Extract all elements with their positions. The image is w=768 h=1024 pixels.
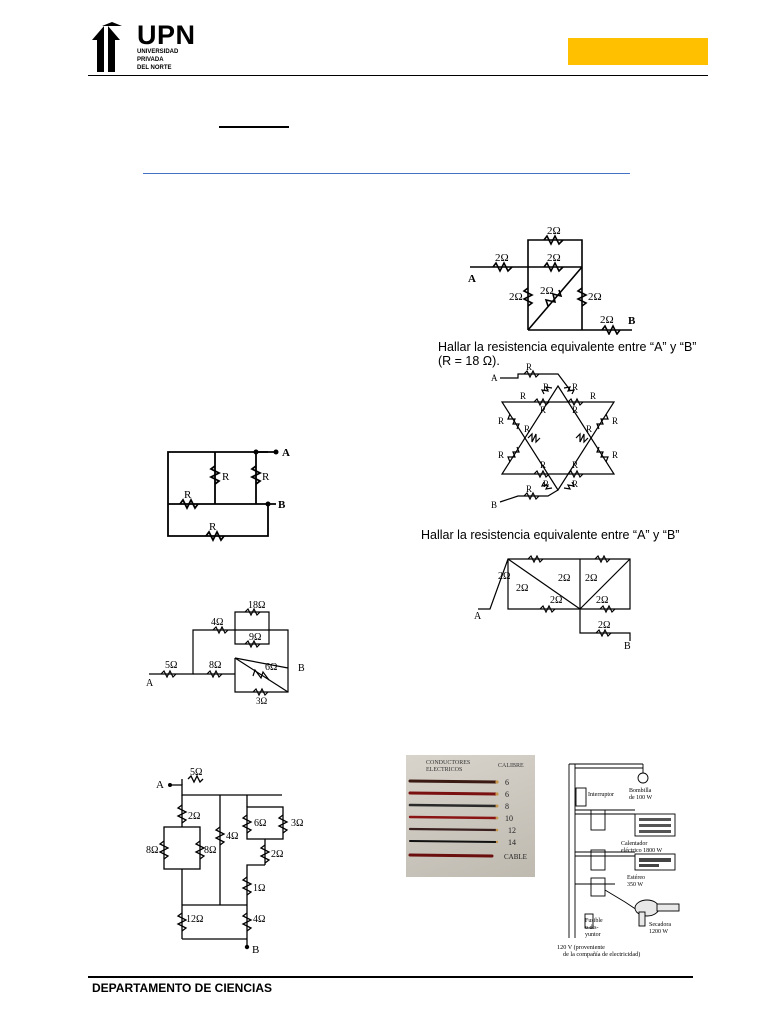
- star-r-8: R: [498, 416, 505, 426]
- label-fusible-3: yuntor: [585, 932, 601, 938]
- gauge-label-1: 6: [505, 778, 509, 787]
- star-r-12: R: [498, 450, 505, 460]
- cl3-node-a: A: [156, 779, 164, 791]
- cl1-node-a: A: [282, 447, 290, 459]
- c2-r-1: 2Ω: [498, 571, 511, 582]
- heater-icon: [639, 818, 671, 833]
- gauge-label-5: 12: [508, 826, 516, 835]
- cl3-r-1: 1Ω: [253, 883, 266, 894]
- star-node-a: A: [491, 373, 498, 383]
- c1-r-out: 2Ω: [600, 314, 614, 326]
- gauge-label-4: 10: [505, 814, 513, 823]
- problem-3-statement: Hallar la resistencia equivalente entre “A” y “B”: [421, 528, 680, 542]
- star-r-16: R: [543, 479, 550, 489]
- c1-r-top: 2Ω: [547, 225, 561, 237]
- cl2-r-8: 8Ω: [209, 660, 222, 671]
- circuit-star: [488, 362, 628, 514]
- label-fuente-1: 120 V (proveniente: [557, 944, 605, 951]
- cl2-r-3: 3Ω: [256, 696, 268, 706]
- cl3-r-2b: 2Ω: [271, 849, 284, 860]
- c1-node-b: B: [628, 315, 636, 327]
- star-r-15: R: [572, 460, 579, 470]
- star-r-17: R: [572, 479, 579, 489]
- gauge-label-7: CABLE: [504, 853, 527, 861]
- cl3-r-8b: 8Ω: [204, 845, 217, 856]
- wire-gauge-photo: [406, 755, 535, 877]
- cl1-node-b: B: [278, 499, 286, 511]
- label-fusible-2: o dis-: [585, 925, 599, 931]
- c1-r-mid: 2Ω: [547, 252, 561, 264]
- accent-block: [568, 38, 708, 65]
- c1-node-a: A: [468, 273, 476, 285]
- photo-calibre: CALIBRE: [498, 763, 524, 769]
- c2-node-a: A: [474, 611, 482, 622]
- house-wiring-diagram: [555, 752, 690, 960]
- cl2-r-18: 18Ω: [248, 600, 266, 611]
- star-r-2: R: [543, 382, 550, 392]
- gauge-label-3: 8: [505, 802, 509, 811]
- title-underline: [219, 126, 289, 128]
- star-r-18: R: [526, 484, 533, 494]
- light-bulb-icon: [638, 773, 648, 783]
- cl2-r-6: 6Ω: [265, 662, 278, 673]
- cl2-r-5: 5Ω: [165, 660, 178, 671]
- c1-r-vleft: 2Ω: [509, 291, 523, 303]
- star-r-5: R: [590, 391, 597, 401]
- header-rule: [88, 75, 708, 76]
- blue-rule: [143, 173, 630, 174]
- upn-logo-mark-icon: [88, 22, 136, 74]
- problem-2-statement: Hallar la resistencia equivalente entre “A” y “B” (R = 18 Ω).: [438, 340, 697, 368]
- c1-r-diag: 2Ω: [540, 285, 554, 297]
- circuit-left-2: [143, 598, 323, 708]
- circuit-left-3: [142, 765, 317, 955]
- cl2-node-b: B: [298, 663, 305, 674]
- logo-line-1: UNIVERSIDAD: [137, 49, 179, 55]
- label-fusible-1: Fusible: [585, 918, 603, 924]
- cl3-r-5: 5Ω: [190, 767, 203, 778]
- cl3-r-3: 3Ω: [291, 818, 304, 829]
- circuit-problem-3: [470, 555, 645, 655]
- cl2-node-a: A: [146, 678, 154, 689]
- photo-title-2: ELECTRICOS: [426, 767, 463, 773]
- cl3-r-4b: 4Ω: [253, 914, 266, 925]
- logo-line-3: DEL NORTE: [137, 65, 172, 71]
- c1-r-vright: 2Ω: [588, 291, 602, 303]
- star-r-10: R: [524, 424, 531, 434]
- c2-r-6: 2Ω: [596, 595, 609, 606]
- star-r-9: R: [612, 416, 619, 426]
- header: [0, 0, 768, 80]
- label-estereo-1: Estéreo: [627, 875, 645, 881]
- cl3-r-2a: 2Ω: [188, 811, 201, 822]
- photo-title-1: CONDUCTORES: [426, 760, 471, 766]
- gauge-label-2: 6: [505, 790, 509, 799]
- label-calentador-1: Calentador: [621, 841, 648, 847]
- c2-node-b: B: [624, 641, 631, 652]
- label-interruptor: Interruptor: [588, 792, 614, 798]
- cl3-r-12: 12Ω: [186, 914, 204, 925]
- cl3-r-4a: 4Ω: [226, 831, 239, 842]
- star-r-13: R: [612, 450, 619, 460]
- label-bombilla-2: de 100 W: [629, 795, 653, 801]
- label-fuente-2: de la compañía de electricidad): [563, 951, 641, 958]
- stereo-icon: [639, 858, 671, 867]
- c1-r-left: 2Ω: [495, 252, 509, 264]
- label-secadora-1: Secadora: [649, 922, 671, 928]
- star-r-4: R: [520, 391, 527, 401]
- cl2-r-4: 4Ω: [211, 617, 224, 628]
- cl1-r-1: R: [222, 471, 230, 483]
- footer-rule: [88, 976, 693, 978]
- logo-line-2: PRIVADA: [137, 57, 164, 63]
- cl3-r-8a: 8Ω: [146, 845, 159, 856]
- c2-r-2: 2Ω: [516, 583, 529, 594]
- star-r-11: R: [586, 424, 593, 434]
- label-estereo-2: 350 W: [627, 882, 644, 888]
- label-secadora-2: 1200 W: [649, 929, 669, 935]
- c2-r-4: 2Ω: [585, 573, 598, 584]
- cl1-r-3: R: [184, 489, 192, 501]
- star-r-7: R: [572, 405, 579, 415]
- star-r-3: R: [572, 382, 579, 392]
- star-r-1: R: [526, 362, 533, 372]
- label-bombilla-1: Bombilla: [629, 788, 652, 794]
- c2-r-7: 2Ω: [598, 620, 611, 631]
- c2-r-5: 2Ω: [550, 595, 563, 606]
- cl3-node-b: B: [252, 944, 260, 955]
- cl2-r-9: 9Ω: [249, 632, 262, 643]
- cl1-r-2: R: [262, 471, 270, 483]
- label-calentador-2: eléctrico 1800 W: [621, 848, 663, 854]
- star-r-6: R: [540, 405, 547, 415]
- circuit-left-1: [160, 442, 295, 542]
- cl3-r-6: 6Ω: [254, 818, 267, 829]
- gauge-label-6: 14: [508, 838, 516, 847]
- cl1-r-4: R: [209, 521, 217, 533]
- logo-wordmark: UPN: [137, 20, 196, 50]
- circuit-problem-1: [460, 220, 650, 335]
- star-node-b: B: [491, 500, 498, 510]
- c2-r-3: 2Ω: [558, 573, 571, 584]
- footer-department: DEPARTAMENTO DE CIENCIAS: [92, 981, 273, 995]
- star-r-14: R: [540, 460, 547, 470]
- wire-photo-drawing: [406, 755, 535, 877]
